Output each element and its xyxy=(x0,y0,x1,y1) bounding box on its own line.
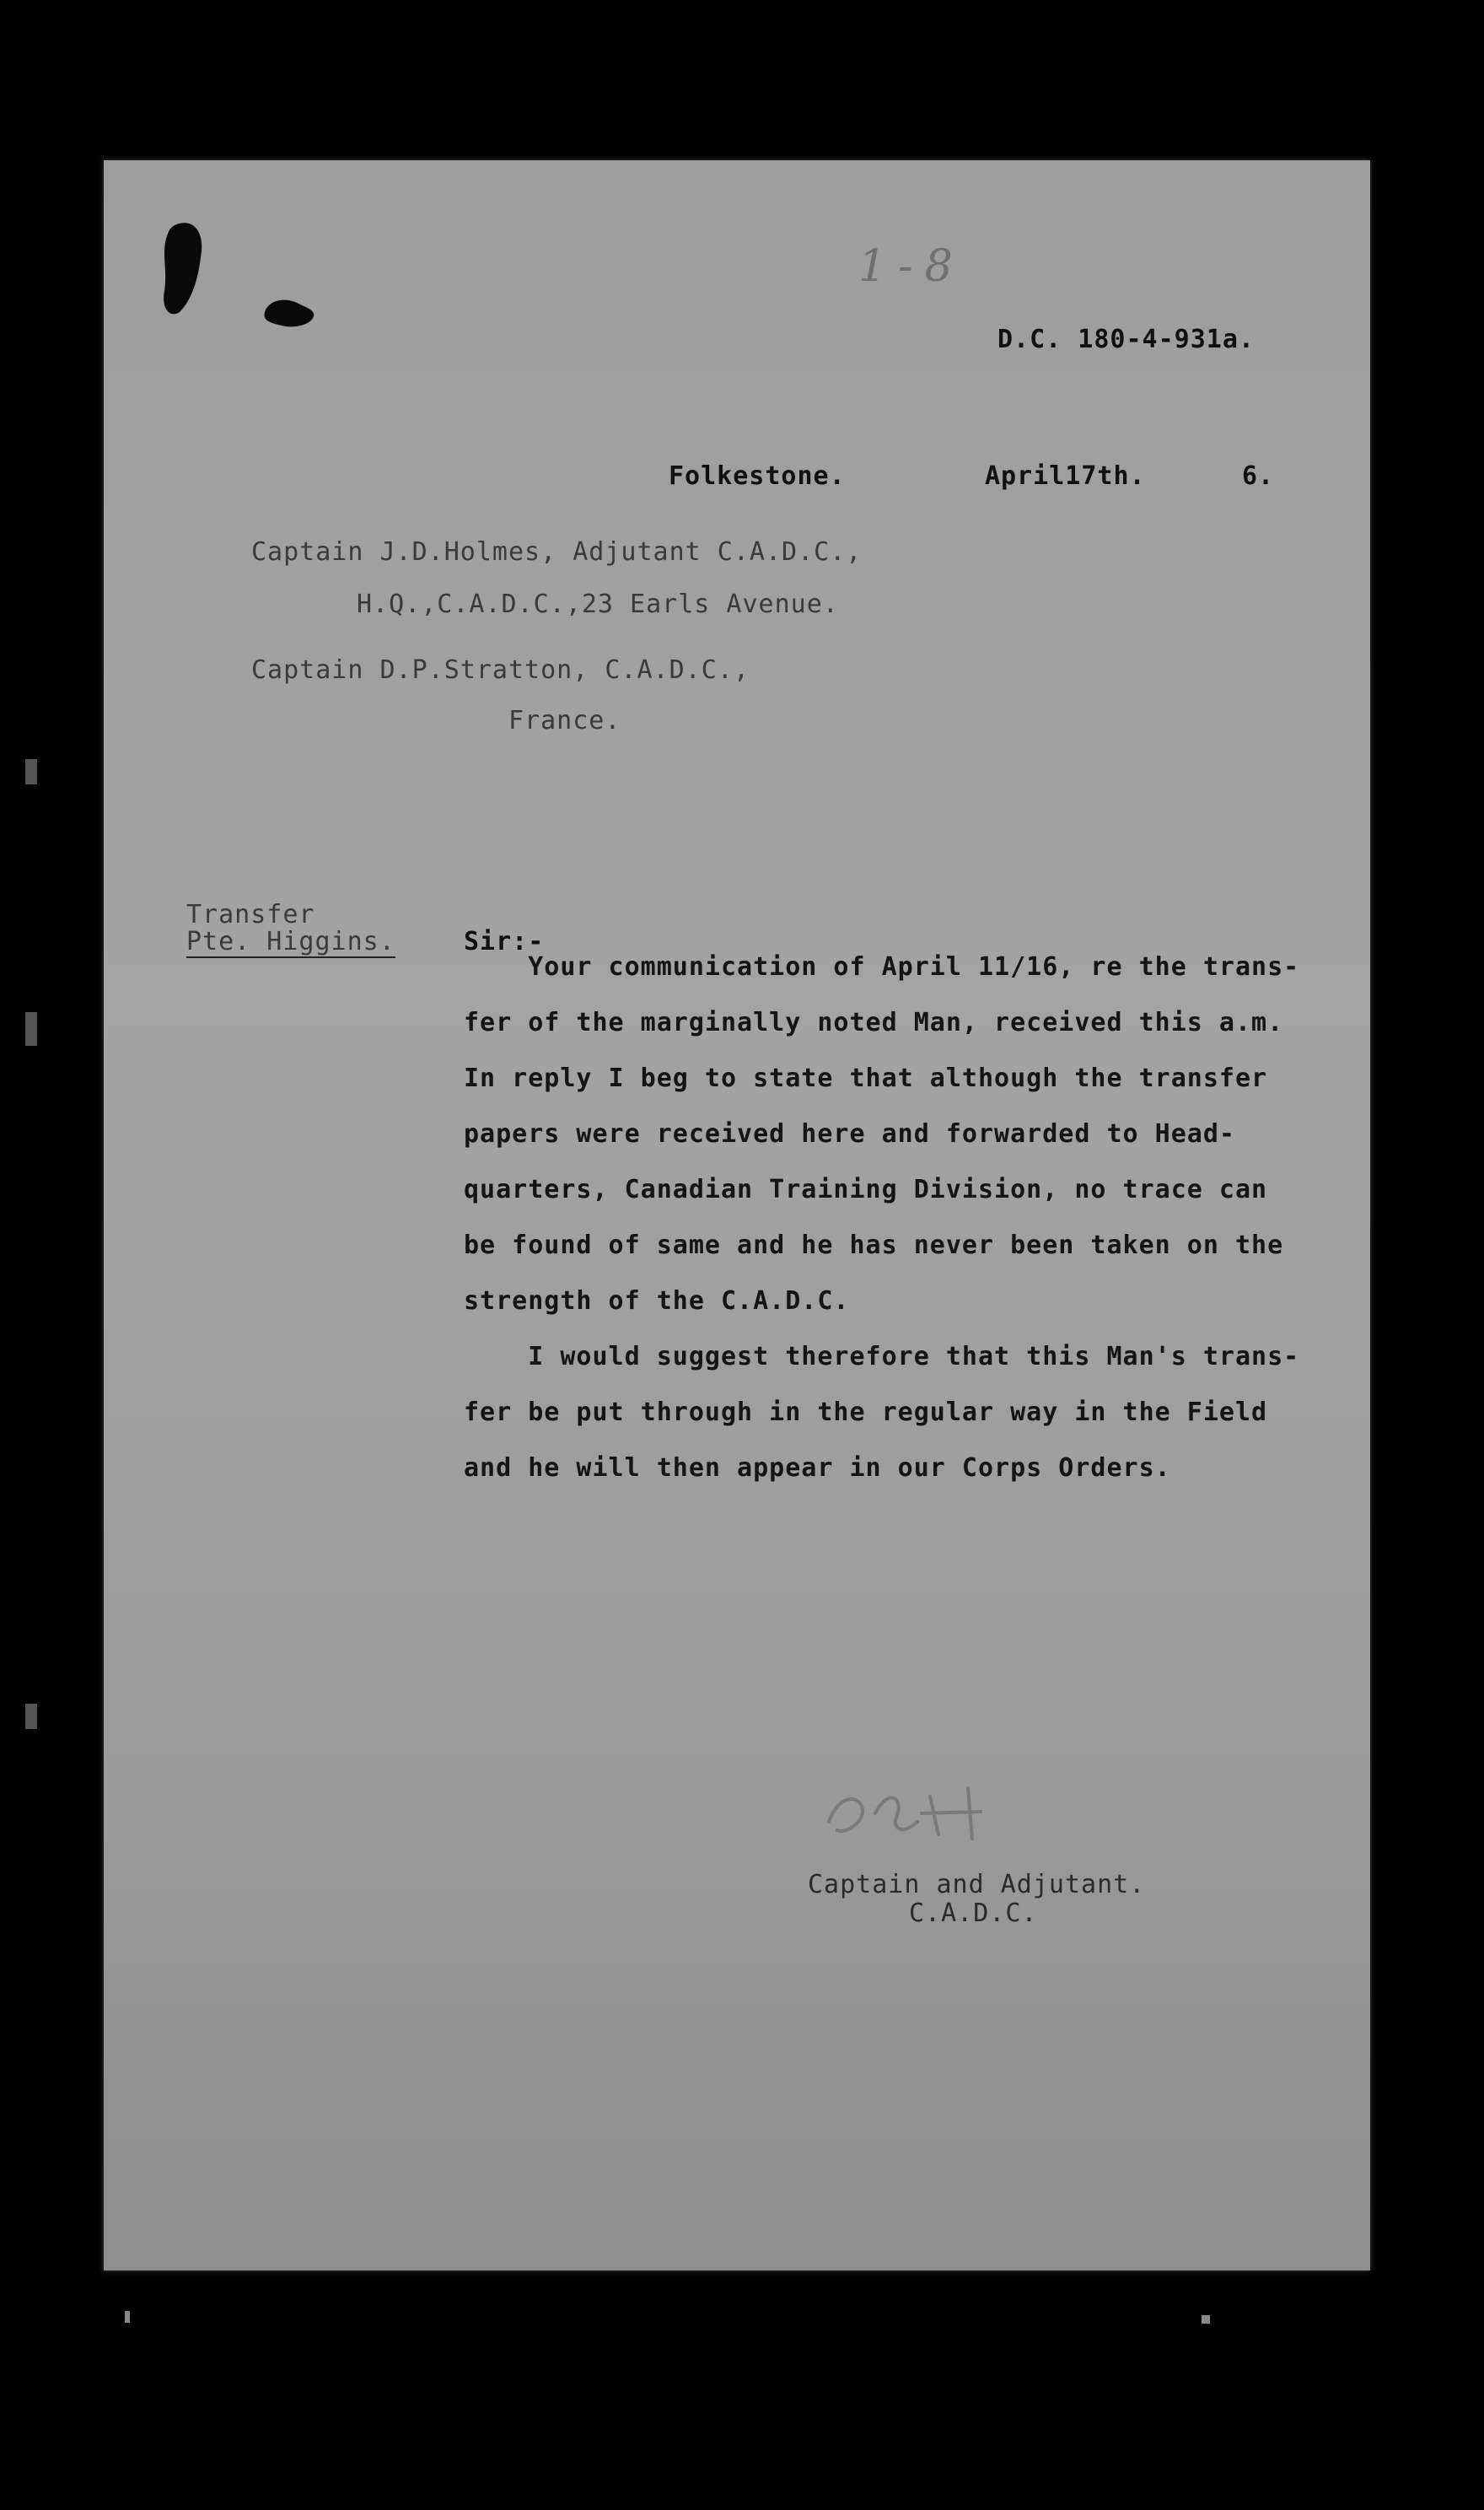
margin-subject-line2: Pte. Higgins. xyxy=(186,927,395,956)
body-line: papers were received here and forwarded to Head- xyxy=(464,1119,1235,1149)
letter-sheet xyxy=(104,160,1370,2270)
signature-unit: C.A.D.C. xyxy=(909,1899,1038,1928)
scan-edge-mark xyxy=(25,759,37,784)
scan-edge-mark xyxy=(1202,2315,1210,2324)
body-line: I would suggest therefore that this Man's trans- xyxy=(464,1342,1300,1371)
body-line: be found of same and he has never been taken on the xyxy=(464,1231,1284,1260)
signature-mark-icon xyxy=(812,1763,1014,1856)
letter-year: 6. xyxy=(1242,461,1275,491)
scan-edge-mark xyxy=(25,1704,37,1729)
addressee-2-location: France. xyxy=(508,706,621,735)
body-line: fer be put through in the regular way in the Field xyxy=(464,1398,1268,1427)
body-line: Your communication of April 11/16, re the trans- xyxy=(464,952,1300,982)
body-line: strength of the C.A.D.C. xyxy=(464,1286,850,1316)
salutation: Sir:- xyxy=(464,927,545,956)
addressee-2: Captain D.P.Stratton, C.A.D.C., xyxy=(251,655,750,685)
ink-blot-icon xyxy=(154,219,213,320)
body-line: and he will then appear in our Corps Orders. xyxy=(464,1453,1171,1483)
signature-title: Captain and Adjutant. xyxy=(808,1870,1146,1899)
margin-subject-line1: Transfer xyxy=(186,900,315,929)
scan-edge-mark xyxy=(25,1012,37,1046)
handwritten-note: 1-8 xyxy=(858,241,965,292)
addressee-1: Captain J.D.Holmes, Adjutant C.A.D.C., xyxy=(251,537,863,567)
scan-edge-mark xyxy=(125,2311,130,2323)
body-line: In reply I beg to state that although the transfer xyxy=(464,1064,1268,1093)
letter-date: April17th. xyxy=(985,461,1146,491)
addressee-1-address: H.Q.,C.A.D.C.,23 Earls Avenue. xyxy=(357,590,839,619)
letter-place: Folkestone. xyxy=(669,461,846,491)
file-reference: D.C. 180-4-931a. xyxy=(997,325,1255,354)
body-line: quarters, Canadian Training Division, no trace can xyxy=(464,1175,1268,1204)
body-line: fer of the marginally noted Man, received this a.m. xyxy=(464,1008,1284,1037)
ink-smudge-icon xyxy=(261,295,320,333)
